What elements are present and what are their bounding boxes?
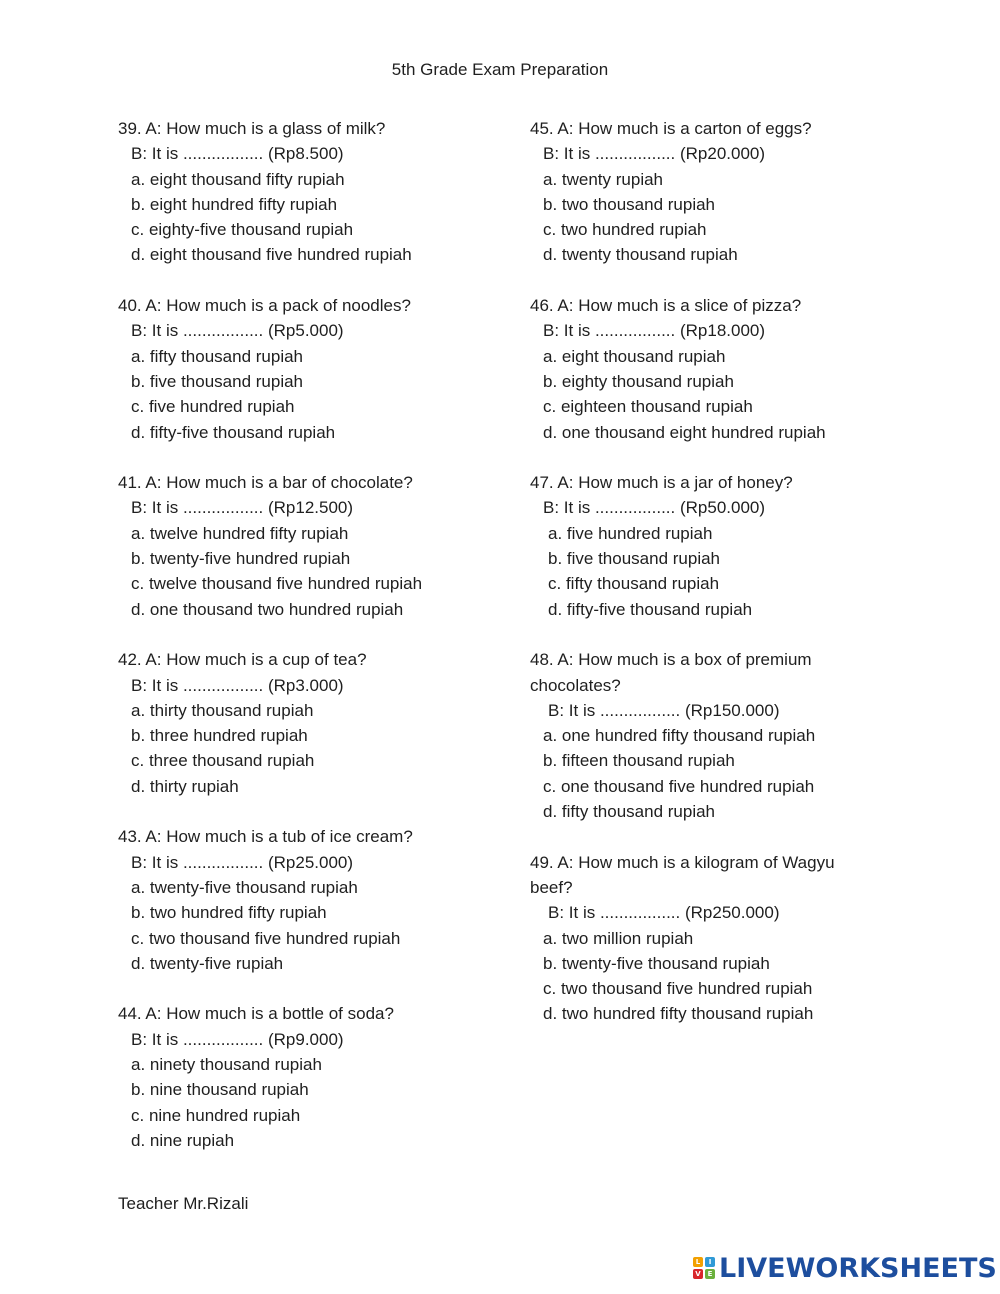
option[interactable]: d. fifty-five thousand rupiah (548, 599, 753, 619)
option[interactable]: a. one hundred fifty thousand rupiah (543, 726, 816, 746)
option[interactable]: b. three hundred rupiah (131, 726, 308, 746)
option[interactable]: c. nine hundred rupiah (131, 1105, 301, 1125)
option[interactable]: d. twenty thousand rupiah (543, 245, 738, 265)
question-text: 49. A: How much is a kilogram of Wagyu beef? (530, 852, 835, 897)
logo-text: LIVEWORKSHEETS (719, 1252, 997, 1284)
question-text: 46. A: How much is a slice of pizza? (530, 296, 802, 316)
option[interactable]: a. thirty thousand rupiah (131, 700, 314, 720)
option[interactable]: d. fifty-five thousand rupiah (131, 422, 336, 442)
option[interactable]: c. three thousand rupiah (131, 751, 315, 771)
option[interactable]: b. fifteen thousand rupiah (543, 751, 735, 771)
option[interactable]: b. eighty thousand rupiah (543, 371, 734, 391)
option[interactable]: b. twenty-five thousand rupiah (543, 953, 770, 973)
option[interactable]: d. thirty rupiah (131, 776, 239, 796)
option[interactable]: a. five hundred rupiah (548, 523, 713, 543)
option[interactable]: d. two hundred fifty thousand rupiah (543, 1004, 814, 1024)
question-block (118, 647, 498, 799)
option[interactable]: a. eight thousand rupiah (543, 346, 726, 366)
teacher-name: Teacher Mr.Rizali (118, 1194, 249, 1213)
answer-line: B: It is ................. (Rp18.000) (543, 321, 766, 341)
question-text: 44. A: How much is a bottle of soda? (118, 1004, 394, 1024)
option[interactable]: b. two thousand rupiah (543, 194, 716, 214)
question-text: 48. A: How much is a box of premium chocolates? (530, 650, 812, 695)
answer-line: B: It is ................. (Rp8.500) (131, 144, 344, 164)
question-block (530, 850, 870, 1027)
questions-left-column (118, 116, 498, 1178)
option[interactable]: c. one thousand five hundred rupiah (543, 776, 815, 796)
option[interactable]: d. eight thousand five hundred rupiah (131, 245, 412, 265)
answer-line: B: It is ................. (Rp25.000) (131, 852, 354, 872)
question-text: 41. A: How much is a bar of chocolate? (118, 473, 413, 493)
option[interactable]: d. nine rupiah (131, 1130, 235, 1150)
option[interactable]: a. twenty-five thousand rupiah (131, 877, 358, 897)
question-text: 39. A: How much is a glass of milk? (118, 119, 386, 138)
option[interactable]: b. five thousand rupiah (548, 549, 721, 569)
question-block (118, 116, 498, 268)
question-block (118, 1001, 498, 1153)
question-block (530, 470, 870, 622)
answer-line: B: It is ................. (Rp50.000) (543, 498, 766, 518)
question-block (118, 293, 498, 445)
option[interactable]: b. five thousand rupiah (131, 371, 304, 391)
answer-line: B: It is ................. (Rp3.000) (131, 675, 344, 695)
option[interactable]: c. eighteen thousand rupiah (543, 397, 753, 417)
logo-mark-tile: L (693, 1257, 703, 1267)
option[interactable]: c. twelve thousand five hundred rupiah (131, 574, 423, 594)
option[interactable]: d. one thousand eight hundred rupiah (543, 422, 826, 442)
question-text: 43. A: How much is a tub of ice cream? (118, 827, 413, 847)
option[interactable]: c. two thousand five hundred rupiah (543, 979, 813, 999)
option[interactable]: a. fifty thousand rupiah (131, 346, 304, 366)
answer-line: B: It is ................. (Rp9.000) (131, 1029, 344, 1049)
option[interactable]: b. eight hundred fifty rupiah (131, 194, 338, 214)
question-block (530, 647, 870, 824)
answer-line: B: It is ................. (Rp150.000) (548, 700, 780, 720)
logo-mark-icon (693, 1257, 715, 1279)
answer-line: B: It is ................. (Rp250.000) (548, 903, 780, 923)
option[interactable]: d. twenty-five rupiah (131, 953, 284, 973)
question-block (118, 470, 498, 622)
liveworksheets-logo (693, 1253, 997, 1283)
question-block (530, 293, 870, 445)
questions-right-column (530, 116, 870, 1052)
option[interactable]: c. eighty-five thousand rupiah (131, 220, 354, 240)
option[interactable]: a. twenty rupiah (543, 169, 664, 189)
question-text: 40. A: How much is a pack of noodles? (118, 296, 411, 316)
answer-line: B: It is ................. (Rp20.000) (543, 144, 766, 164)
option[interactable]: a. two million rupiah (543, 928, 694, 948)
option[interactable]: a. twelve hundred fifty rupiah (131, 523, 349, 543)
option[interactable]: b. two hundred fifty rupiah (131, 903, 327, 923)
option[interactable]: d. fifty thousand rupiah (543, 802, 716, 822)
option[interactable]: c. fifty thousand rupiah (548, 574, 720, 594)
question-text: 42. A: How much is a cup of tea? (118, 650, 367, 670)
answer-line: B: It is ................. (Rp5.000) (131, 321, 344, 341)
logo-mark-tile: I (705, 1257, 715, 1267)
question-block (530, 116, 870, 268)
option[interactable]: c. two thousand five hundred rupiah (131, 928, 401, 948)
logo-mark-tile: V (693, 1269, 703, 1279)
option[interactable]: a. eight thousand fifty rupiah (131, 169, 345, 189)
logo-mark-tile: E (705, 1269, 715, 1279)
page-title: 5th Grade Exam Preparation (391, 60, 609, 79)
question-text: 45. A: How much is a carton of eggs? (530, 119, 812, 138)
option[interactable]: a. ninety thousand rupiah (131, 1054, 322, 1074)
option[interactable]: c. five hundred rupiah (131, 397, 295, 417)
question-block (118, 824, 498, 976)
option[interactable]: d. one thousand two hundred rupiah (131, 599, 404, 619)
option[interactable]: b. twenty-five hundred rupiah (131, 549, 351, 569)
option[interactable]: c. two hundred rupiah (543, 220, 707, 240)
question-text: 47. A: How much is a jar of honey? (530, 473, 793, 493)
answer-line: B: It is ................. (Rp12.500) (131, 498, 354, 518)
option[interactable]: b. nine thousand rupiah (131, 1080, 309, 1100)
